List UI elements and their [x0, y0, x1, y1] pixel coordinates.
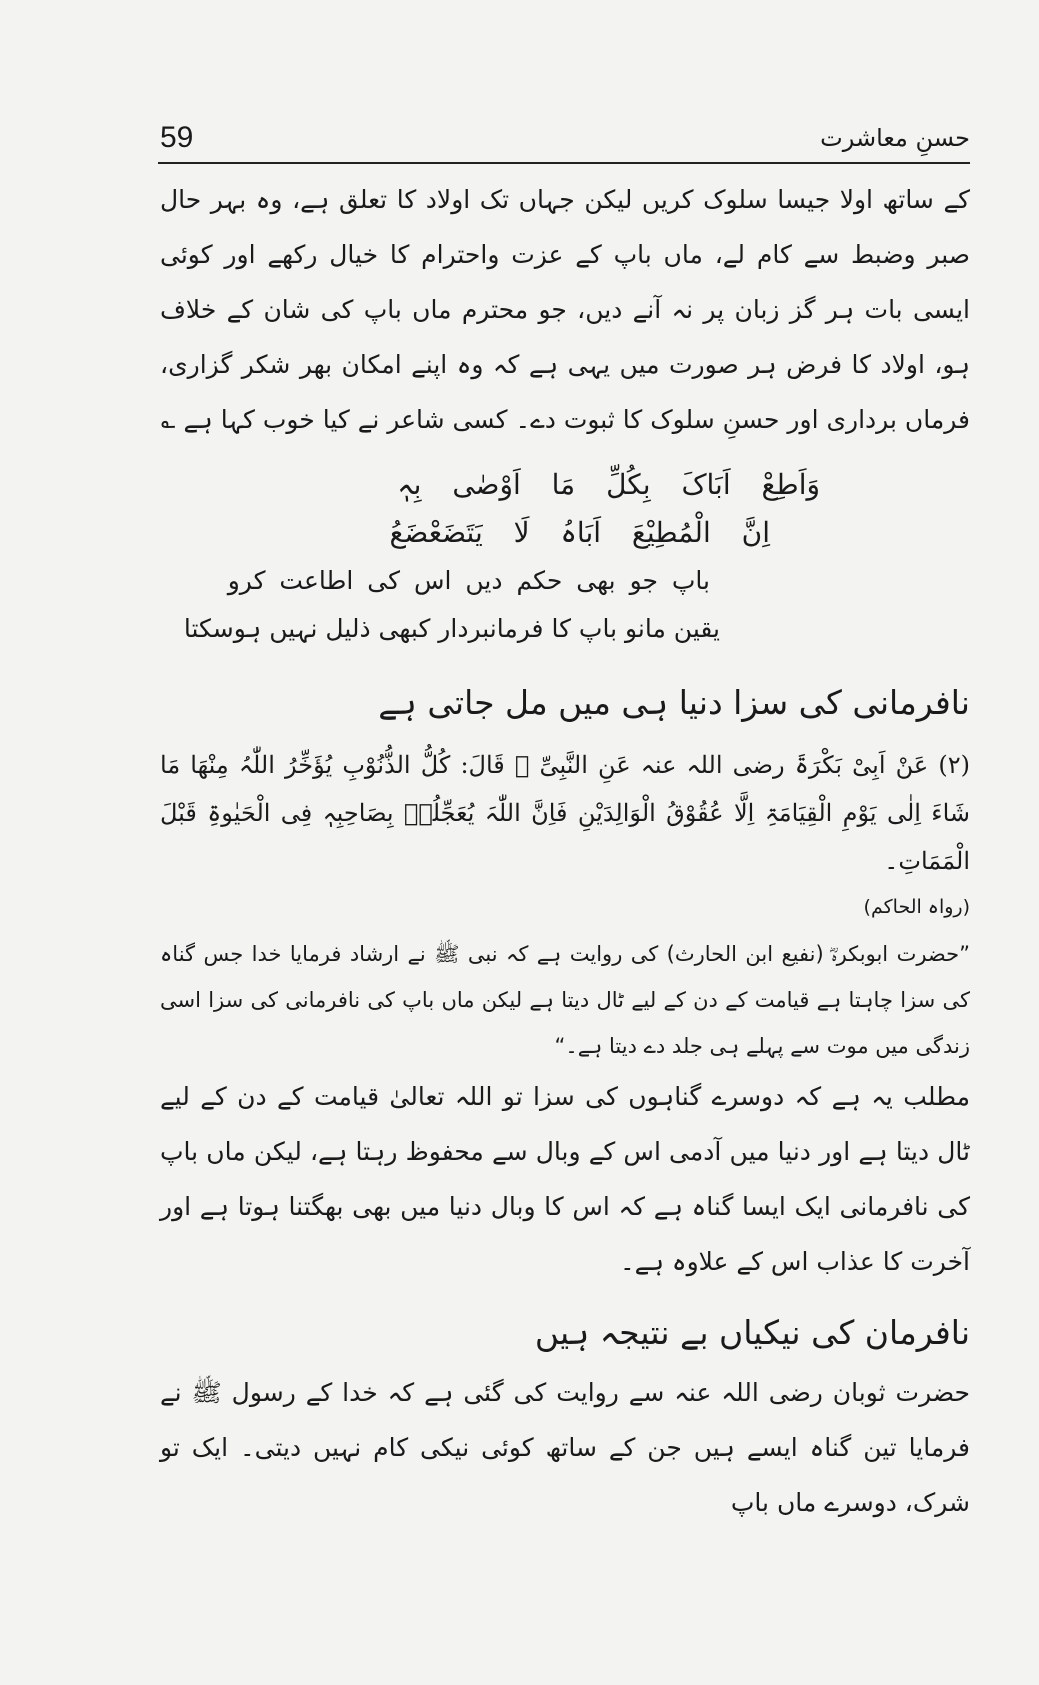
final-paragraph: حضرت ثوبان رضی اللہ عنہ سے روایت کی گئی ہے کہ خدا کے رسول ﷺ نے فرمایا تین گناہ ایسے ہیں جن کے ساتھ کوئی نیکی کام نہیں دیتی۔ ایک تو شرک، دوسرے ماں باپ: [160, 1378, 970, 1517]
section-heading-good-deeds: نافرمان کی نیکیاں بے نتیجہ ہیں: [534, 1313, 970, 1352]
poem-verse-arabic-2: اِنَّ الْمُطِیْعَ اَبَاہُ لَا یَتَضَعْضَعُ: [389, 516, 770, 549]
hadith-translation: ”حضرت ابوبکرہؓ (نفیع ابن الحارث) کی روایت ہے کہ نبی ﷺ نے ارشاد فرمایا خدا جس گناہ کی سزا چاہتا ہے قیامت کے دن کے لیے ٹال دیتا ہے لیکن ماں باپ کی نافرمانی کی سزا اسی زندگی میں موت سے پہلے ہی جلد دے دیتا ہے۔“: [160, 942, 970, 1058]
hadith-arabic-text: (۲) عَنْ اَبِیْ بَکْرَۃَ رضی اللہ عنہ عَنِ النَّبِیِّ ﷺ قَالَ: کُلُّ الذُّنُوْبِ یُؤَخِّرُ اللّٰہُ مِنْھَا مَا شَاءَ اِلٰی یَوْمِ الْقِیَامَۃِ اِلَّا عُقُوْقُ الْوَالِدَیْنِ فَاِنَّ اللّٰہَ یُعَجِّلُہٗ بِصَاحِبِہٖ فِی الْحَیٰوۃِ قَبْلَ الْمَمَاتِ۔: [160, 751, 970, 875]
running-title: حسنِ معاشرت: [820, 124, 970, 152]
intro-paragraph: کے ساتھ اولا جیسا سلوک کریں لیکن جہاں تک اولاد کا تعلق ہے، وہ بہر حال صبر وضبط سے کام لے، ماں باپ کے عزت واحترام کا خیال رکھے اور کوئی ایسی بات ہر گز زبان پر نہ آنے دیں، جو محترم ماں باپ کی شان کے خلاف ہو، اولاد کا فرض ہر صورت میں یہی ہے کہ وہ اپنے امکان بھر شکر گزاری، فرماں برداری اور حسنِ سلوک کا ثبوت دے۔ کسی شاعر نے کیا خوب کہا ہے ؎: [160, 185, 970, 434]
page-body: [160, 172, 970, 1530]
poem: [160, 461, 970, 653]
page-number: 59: [160, 121, 194, 154]
poem-verse-urdu-1: باپ جو بھی حکم دیں اس کی اطاعت کرو: [227, 566, 710, 595]
section-heading-punishment: نافرمانی کی سزا دنیا ہی میں مل جاتی ہے: [378, 683, 970, 722]
header-rule: [158, 162, 970, 164]
page-header: [160, 118, 970, 158]
poem-verse-arabic-1: وَاَطِعْ اَبَاکَ بِکُلِّ مَا اَوْصٰی بِہٖ: [397, 468, 820, 501]
hadith-source: (رواہ الحاکم): [863, 896, 970, 918]
explanation-paragraph: مطلب یہ ہے کہ دوسرے گناہوں کی سزا تو اللہ تعالیٰ قیامت کے دن کے لیے ٹال دیتا ہے اور دنیا میں آدمی اس کے وبال سے محفوظ رہتا ہے، لیکن ماں باپ کی نافرمانی ایک ایسا گناہ ہے کہ اس کا وبال دنیا میں بھی بھگتنا ہوتا ہے اور آخرت کا عذاب اس کے علاوہ ہے۔: [160, 1082, 970, 1276]
poem-verse-urdu-2: یقین مانو باپ کا فرمانبردار کبھی ذلیل نہیں ہوسکتا: [183, 614, 720, 643]
